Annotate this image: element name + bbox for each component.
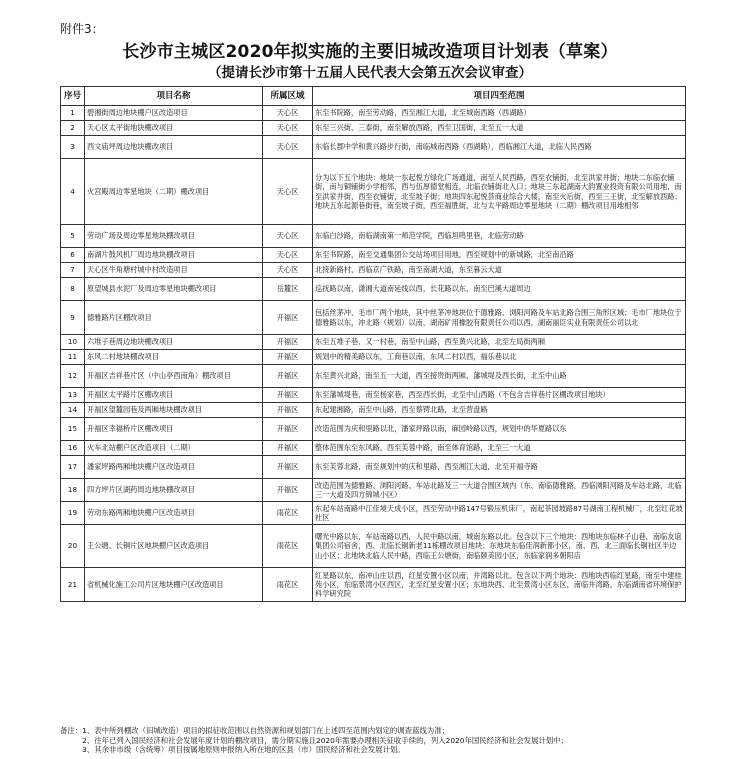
cell-name: 开福区幸福桥片区棚改项目 xyxy=(85,418,263,441)
cell-scope: 红星路以东，南冲山庄以西，红星安置小区以南，井湾路以北。包含以下两个地块：西地块西临红星路，南至中建桂苑小区，东临景湾小区西区，北至红星安置小区；东地块西、北至景湾小区东区，南临井湾路，东临湖南省环境保护科学研究院 xyxy=(313,568,686,602)
cell-name: 天心区太平街地块棚改项目 xyxy=(85,121,263,136)
cell-scope: 东临长郡中学和黄兴路步行街，南临城南西路（西湖路），西临湘江大道，北临人民西路 xyxy=(313,136,686,159)
cell-no: 13 xyxy=(61,388,85,403)
cell-no: 14 xyxy=(61,403,85,418)
table-row xyxy=(61,248,686,263)
table-row xyxy=(61,136,686,159)
cell-name: 潘家坪路两厢地块棚户区改造项目 xyxy=(85,456,263,479)
cell-district: 天心区 xyxy=(263,121,313,136)
cell-name: 开福区太平路片区棚改项目 xyxy=(85,388,263,403)
table-row xyxy=(61,121,686,136)
note-line: 备注：1、表中所列棚改（旧城改造）项目的拟征收范围以自然资源和规划部门在上述四至范围内划定的调查蓝线为准； xyxy=(60,726,450,735)
table-row xyxy=(61,301,686,335)
cell-no: 9 xyxy=(61,301,85,335)
cell-name: 原望城县水泥厂及周边零星地块棚改项目 xyxy=(85,278,263,301)
cell-scope: 东至三兴街、三泰街，南至解放西路，西至卫国街，北至五一大道 xyxy=(313,121,686,136)
cell-no: 4 xyxy=(61,159,85,225)
cell-name: 德雅路片区棚改项目 xyxy=(85,301,263,335)
cell-no: 16 xyxy=(61,441,85,456)
note-line: 2、往年已列入国民经济和社会发展年度计划的棚改项目，需分期实施且2020年需要办理相关征收手续的，列入2020年国民经济和社会发展计划中； xyxy=(60,735,568,745)
table-row xyxy=(61,106,686,121)
cell-name: 碧湘街周边地块棚户区改造项目 xyxy=(85,106,263,121)
cell-no: 11 xyxy=(61,350,85,365)
cell-scope: 东临白沙路，南临湖南第一师范学院，西临坦鸣里巷，北临劳动路 xyxy=(313,225,686,248)
table-row xyxy=(61,479,686,502)
table-row xyxy=(61,263,686,278)
cell-scope: 东至芙蓉北路，南至规划中的庆和里路，西至湘江大道，北至开福寺路 xyxy=(313,456,686,479)
table-row xyxy=(61,225,686,248)
cell-no: 20 xyxy=(61,525,85,568)
cell-district: 开福区 xyxy=(263,479,313,502)
cell-district: 天心区 xyxy=(263,263,313,278)
cell-district: 开福区 xyxy=(263,335,313,350)
cell-no: 3 xyxy=(61,136,85,159)
cell-no: 19 xyxy=(61,502,85,525)
cell-district: 开福区 xyxy=(263,403,313,418)
cell-name: 南湖片鼓风机厂周边地块棚改项目 xyxy=(85,248,263,263)
cell-scope: 东至藩城堤巷，南至杨家巷，西至西长街，北至中山西路（不包含吉祥巷片区棚改项目地块） xyxy=(313,388,686,403)
cell-scope: 东起建湘路，南至中山路，西至蔡锷北路，北至营盘路 xyxy=(313,403,686,418)
table-row xyxy=(61,456,686,479)
cell-scope: 东至书院路，南至交通集团公交站场项目用地，西至规划中的新城路，北至南沿路 xyxy=(313,248,686,263)
cell-district: 开福区 xyxy=(263,441,313,456)
cell-district: 开福区 xyxy=(263,350,313,365)
cell-no: 5 xyxy=(61,225,85,248)
cell-name: 劳动广场及周边零星地块棚改项目 xyxy=(85,225,263,248)
page-title: 长沙市主城区2020年拟实施的主要旧城改造项目计划表（草案） xyxy=(122,42,618,62)
cell-district: 岳麓区 xyxy=(263,278,313,301)
cell-scope: 北接新路村，西临京广铁路，南至南湖大道，东至暮云大道 xyxy=(313,263,686,278)
table-row xyxy=(61,418,686,441)
cell-name: 劳动东路两厢地块棚户区改造项目 xyxy=(85,502,263,525)
header-scope: 项目四至范围 xyxy=(313,87,686,106)
table-row xyxy=(61,388,686,403)
cell-name: 省机械化施工公司片区地块棚户区改造项目 xyxy=(85,568,263,602)
cell-no: 8 xyxy=(61,278,85,301)
cell-no: 10 xyxy=(61,335,85,350)
cell-scope: 东至五堆子巷、又一村巷，南至中山路，西至黄兴北路，北至左局街两厢 xyxy=(313,335,686,350)
cell-no: 12 xyxy=(61,365,85,388)
cell-no: 21 xyxy=(61,568,85,602)
cell-name: 六堆子巷周边地块棚改项目 xyxy=(85,335,263,350)
annex-label: 附件3： xyxy=(60,22,104,36)
table-row xyxy=(61,502,686,525)
project-table xyxy=(60,86,686,602)
cell-district: 雨花区 xyxy=(263,568,313,602)
cell-no: 6 xyxy=(61,248,85,263)
cell-district: 天心区 xyxy=(263,159,313,225)
cell-scope: 巡抚路以南，潇湘大道南延线以西，长花路以东，南至巴溪大道周边 xyxy=(313,278,686,301)
header-district: 所属区域 xyxy=(263,87,313,106)
cell-scope: 改造范围为德雅路、浏阳河路、车站北路及三一大道合围区域内（东、南临德雅路，西临浏阳河路及车站北路，北临三一大道及四方锦城小区） xyxy=(313,479,686,502)
cell-name: 东风二村地块棚改项目 xyxy=(85,350,263,365)
cell-name: 西文庙坪周边地块棚改项目 xyxy=(85,136,263,159)
cell-district: 开福区 xyxy=(263,418,313,441)
table-row xyxy=(61,350,686,365)
cell-district: 天心区 xyxy=(263,248,313,263)
cell-no: 17 xyxy=(61,456,85,479)
cell-name: 四方坪片区湖药周边地块棚改项目 xyxy=(85,479,263,502)
cell-scope: 分为以下五个地块：地块一东起悦方绿化广场通道，南至人民西路，西至衣铺街，北至洪家井街；地块二东临衣铺街，南与铜铺街小学相邻，西与伍厚德堂相连，北临衣铺街北入口；地块三东起湖南大韵置业投资有限公司用地，南至洪家井街，西至衣铺街，北至坡子街；地块四东起悦荟商业综合大楼，南至火后街，西至三王街，北至解放西路；地块五东起源巷街巷，南至坡子街，西至福胜街，北与太平路周边零星地块（二期）棚改项目用地相邻 xyxy=(313,159,686,225)
cell-district: 雨花区 xyxy=(263,525,313,568)
table-header-row xyxy=(61,87,686,106)
cell-district: 雨花区 xyxy=(263,502,313,525)
cell-district: 开福区 xyxy=(263,301,313,335)
table-row xyxy=(61,568,686,602)
notes xyxy=(60,726,710,755)
note-line: 3、其余非市级（含统筹）项目按属地原则申报纳入所在地的区县（市）国民经济和社会发展计划。 xyxy=(60,745,405,755)
table-body xyxy=(61,106,686,602)
cell-scope: 规划中的精美路以东，工商巷以南，东风二村以西，福乐巷以北 xyxy=(313,350,686,365)
cell-scope: 改造范围为庆和里路以北，潘家坪路以南，麻园岭路以西，规划中的华夏路以东 xyxy=(313,418,686,441)
table-row xyxy=(61,159,686,225)
header-name: 项目名称 xyxy=(85,87,263,106)
cell-name: 天心区牛角塘村城中村改造项目 xyxy=(85,263,263,278)
table-row xyxy=(61,278,686,301)
cell-name: 火车北站棚户区改造项目（二期） xyxy=(85,441,263,456)
cell-scope: 整体范围东至东风路，西至芙蓉中路，南至体育馆路，北至三一大道 xyxy=(313,441,686,456)
cell-no: 1 xyxy=(61,106,85,121)
cell-district: 天心区 xyxy=(263,106,313,121)
cell-scope: 曙光中路以东，车站南路以西，人民中路以南，城南东路以北。包含以下三个地块：西地块东临林子山巷，南临友谊集团公司宿舍，西、北临长铜新老11栋棚改项目地块；东地块东临佳润新都小区，南、西、北三面临长铜社区半边山小区；北地块北临人民中路，西临王公塘街，南临颐美园小区，东临家润多朝阳店 xyxy=(313,525,686,568)
table-row xyxy=(61,335,686,350)
cell-scope: 东起车站南路中江佳境天成小区，西至劳动中路147号锻压机床厂，南起茶园坡路87号湖南工程机械厂，北至红花坡社区 xyxy=(313,502,686,525)
cell-scope: 东至黄兴北路，南至五一大道，西至接贵街两厢、藩城堤及西长街，北至中山路 xyxy=(313,365,686,388)
cell-district: 开福区 xyxy=(263,365,313,388)
table-row xyxy=(61,365,686,388)
cell-district: 开福区 xyxy=(263,456,313,479)
cell-district: 开福区 xyxy=(263,388,313,403)
cell-district: 天心区 xyxy=(263,225,313,248)
cell-name: 开福区望麓园巷及两厢地块棚改项目 xyxy=(85,403,263,418)
header-no: 序号 xyxy=(61,87,85,106)
cell-no: 2 xyxy=(61,121,85,136)
cell-name: 火宫殿周边零星地块（二期）棚改项目 xyxy=(85,159,263,225)
cell-name: 王公塘、长铜片区地块棚户区改造项目 xyxy=(85,525,263,568)
cell-no: 15 xyxy=(61,418,85,441)
page-subtitle: （提请长沙市第十五届人民代表大会第五次会议审查） xyxy=(208,65,532,81)
cell-district: 天心区 xyxy=(263,136,313,159)
table-row xyxy=(61,441,686,456)
cell-scope: 包括丝茅冲、毛市厂两个地块，其中丝茅冲地块位于德雅路、浏阳河路及车站北路合围三角形区域；毛市厂地块位于德雅路以东，冲北路（规划）以南，湖南矿用橡胶有限责任公司以西，湖南丽臣实业有限责任公司以北 xyxy=(313,301,686,335)
table-row xyxy=(61,525,686,568)
cell-no: 18 xyxy=(61,479,85,502)
cell-name: 开福区吉祥巷片区（中山亭西南角）棚改项目 xyxy=(85,365,263,388)
cell-scope: 东至书院路，南至劳动路，西至湘江大道，北至城南西路（西湖路） xyxy=(313,106,686,121)
cell-no: 7 xyxy=(61,263,85,278)
table-row xyxy=(61,403,686,418)
